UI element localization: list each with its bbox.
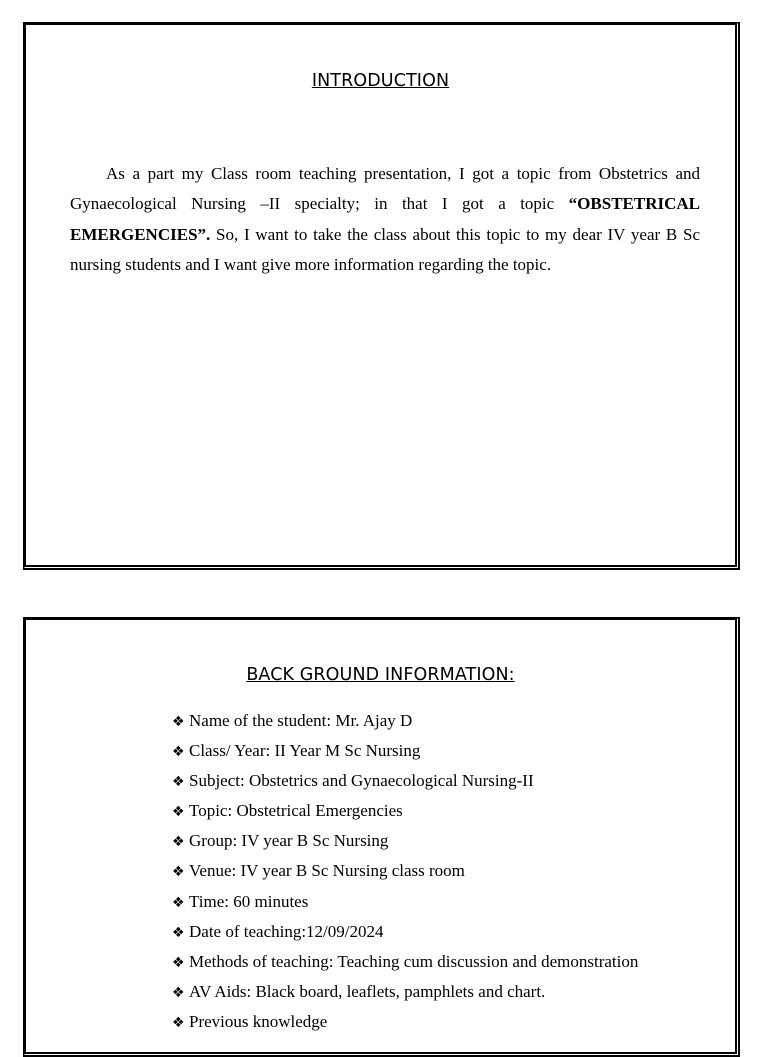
list-item-text: Subject: Obstetrics and Gynaecological Nursing-II: [189, 771, 534, 791]
list-item-text: Topic: Obstetrical Emergencies: [189, 801, 403, 821]
diamond-bullet-icon: ❖: [172, 1014, 185, 1031]
diamond-bullet-icon: ❖: [172, 924, 185, 941]
list-item: [172, 736, 638, 766]
background-information-list: [172, 706, 638, 1037]
list-item-text: Previous knowledge: [189, 1011, 328, 1031]
list-item: [172, 1007, 638, 1037]
introduction-text-part2: So, I want to take the class about this topic to my dear IV year B Sc nursing students and I want give more information regarding the topic.: [70, 224, 700, 274]
diamond-bullet-icon: ❖: [172, 834, 185, 851]
introduction-section: [23, 22, 740, 570]
list-item: [172, 856, 638, 886]
diamond-bullet-icon: ❖: [172, 954, 185, 971]
list-item-text: Class/ Year: II Year M Sc Nursing: [189, 741, 421, 761]
diamond-bullet-icon: ❖: [172, 804, 185, 821]
list-item: [172, 947, 638, 977]
list-item: [172, 826, 638, 856]
list-item: [172, 766, 638, 796]
list-item: [172, 917, 638, 947]
diamond-bullet-icon: ❖: [172, 864, 185, 881]
list-item-text: Name of the student: Mr. Ajay D: [189, 711, 413, 730]
list-item-text: Venue: IV year B Sc Nursing class room: [189, 861, 465, 881]
diamond-bullet-icon: ❖: [172, 744, 185, 761]
list-item-text: AV Aids: Black board, leaflets, pamphlets and chart.: [189, 981, 546, 1001]
list-item-text: Time: 60 minutes: [189, 891, 309, 911]
diamond-bullet-icon: ❖: [172, 984, 185, 1001]
list-item: [172, 706, 638, 736]
introduction-paragraph: [70, 159, 700, 280]
introduction-heading: INTRODUCTION: [311, 71, 450, 91]
diamond-bullet-icon: ❖: [172, 774, 185, 791]
introduction-topic-bold: “OBSTETRICAL EMERGENCIES”.: [70, 194, 700, 244]
diamond-bullet-icon: ❖: [172, 894, 185, 911]
background-information-section: [23, 617, 740, 1057]
list-item: [172, 796, 638, 826]
introduction-text-part1: As a part my Class room teaching presentation, I got a topic from Obstetrics and Gynaecological Nursing –II specialty; in that I got a topic: [70, 164, 700, 214]
list-item-text: Group: IV year B Sc Nursing: [189, 831, 389, 851]
diamond-bullet-icon: ❖: [172, 714, 185, 730]
list-item-text: Date of teaching:12/09/2024: [189, 921, 384, 941]
list-item: [172, 977, 638, 1007]
background-information-heading: BACK GROUND INFORMATION:: [246, 665, 515, 685]
list-item: [172, 887, 638, 917]
list-item-text: Methods of teaching: Teaching cum discussion and demonstration: [189, 951, 639, 971]
